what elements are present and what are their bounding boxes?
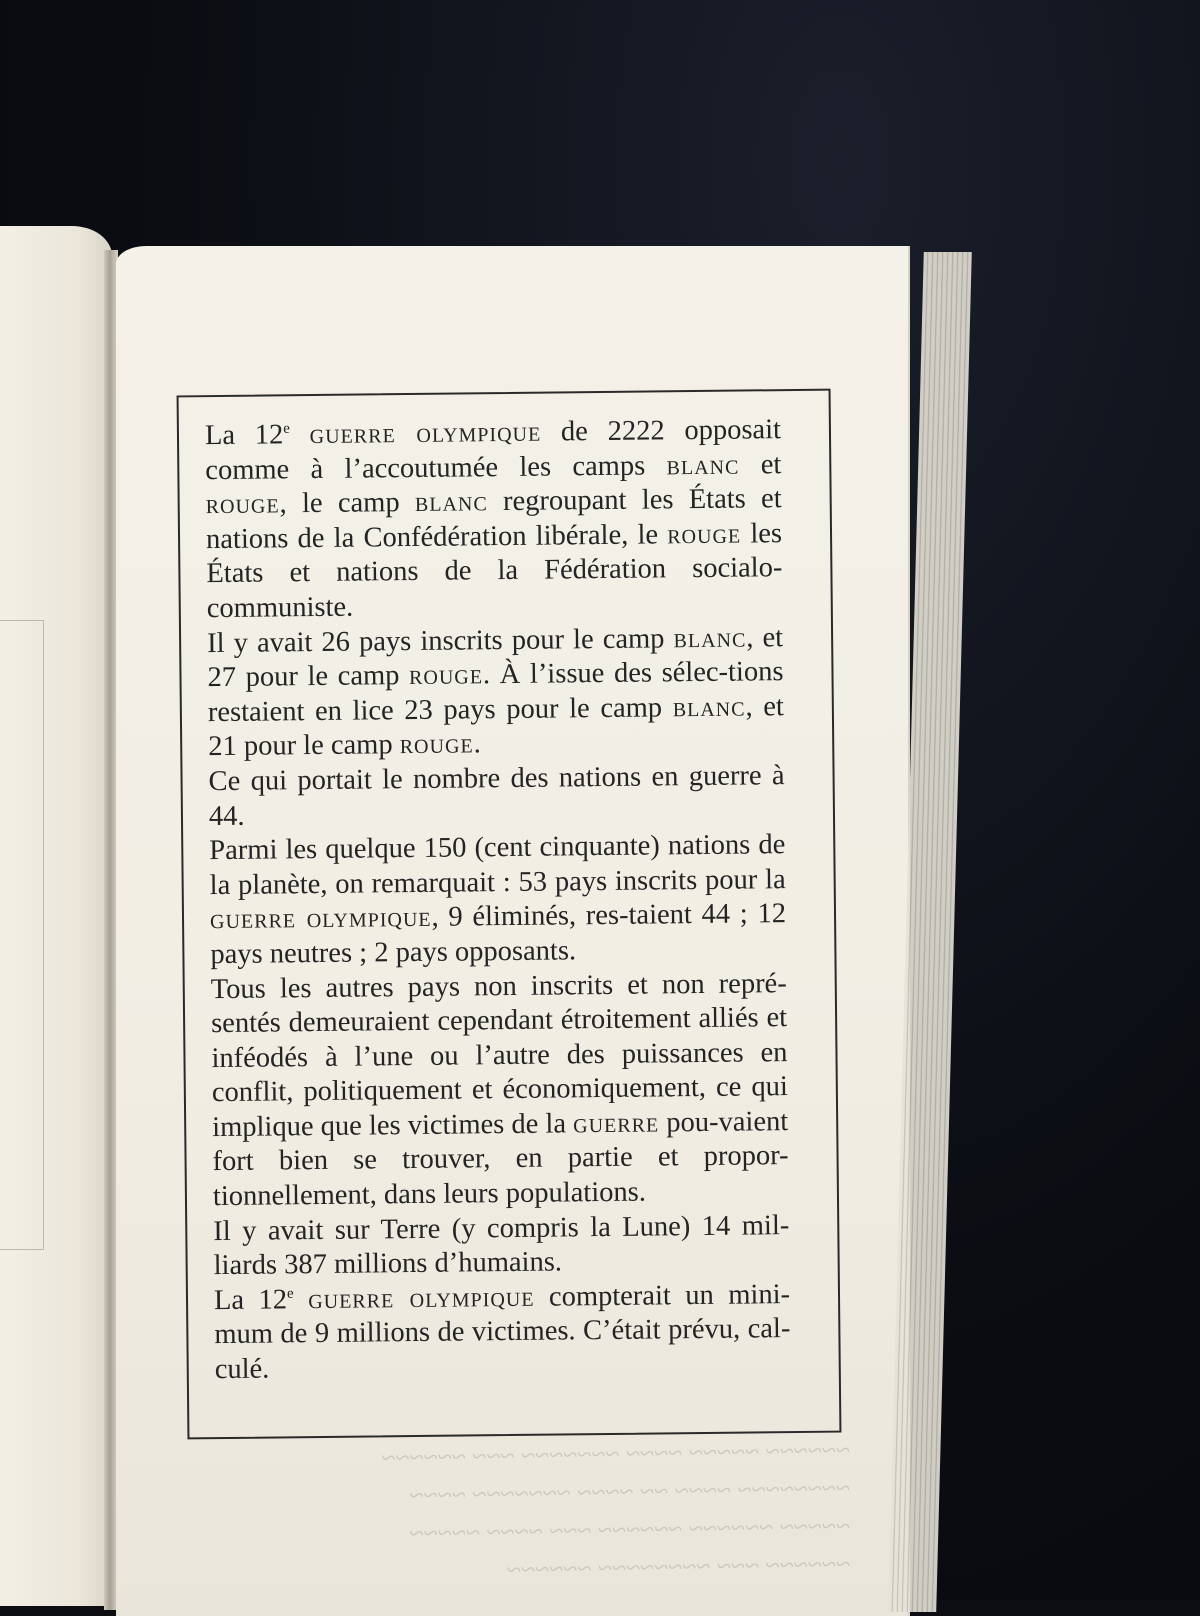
- bleed-through-line: ~~~~~ ~~~~~~ ~~~~~~ ~~~ ~~~~ ~~~~~: [409, 1511, 851, 1548]
- text-run: compterait un mini-mum de 9 millions de victimes. C’était prévu, cal-culé.: [214, 1278, 791, 1386]
- small-caps-term: blanc: [672, 691, 746, 724]
- small-caps-term: guerre olympique: [308, 1281, 535, 1315]
- paragraph: [207, 621, 784, 765]
- paragraph: [214, 1278, 791, 1388]
- text-run: Parmi les quelque 150 (cent cinquante) nations de la planète, on remarquait : 53 pays inscrits pour la: [209, 829, 786, 901]
- text-run: les États et nations de la Fédération socialo-communiste.: [206, 517, 783, 625]
- small-caps-term: rouge: [205, 488, 280, 521]
- small-caps-term: blanc: [666, 449, 740, 481]
- text-run: .: [473, 728, 481, 760]
- text-run: et: [739, 448, 782, 481]
- paragraph: Il y avait sur Terre (y compris la Lune) 14 mil-liards 387 millions d’humains.: [213, 1209, 790, 1282]
- left-page: [0, 226, 112, 1606]
- text-run: La 12: [204, 419, 284, 452]
- text-run: de 2222 opposait comme à l’accoutumée les camps: [205, 414, 782, 486]
- small-caps-term: rouge: [667, 518, 742, 551]
- text-run: Tous les autres pays non inscrits et non repré-sentés demeuraient cependant étroitement alliés et inféodés à l’une ou l’autre des puissances en conflit, politiquement et économiquement, ce qui implique que les victimes de la: [210, 967, 788, 1143]
- text-run: La 12: [213, 1284, 288, 1316]
- text-run: regroupant les États et nations de la Confédération libérale, le: [205, 483, 782, 555]
- small-caps-term: guerre olympique: [209, 902, 432, 936]
- small-caps-term: rouge: [408, 659, 484, 692]
- small-caps-term: rouge: [399, 728, 474, 761]
- text-run: [290, 419, 310, 450]
- small-caps-term: guerre: [573, 1107, 660, 1140]
- text-run: , 9 éliminés, res-taient 44 ; 12 pays neutres ; 2 pays opposants.: [210, 898, 787, 971]
- paragraph: [211, 967, 790, 1215]
- small-caps-term: blanc: [673, 622, 747, 654]
- bleed-through-line: ~~~~~~ ~~~~~ ~~~~ ~~~~~~~ ~~~ ~~~~~~: [381, 1435, 851, 1473]
- text-frame: [177, 389, 842, 1440]
- text-run: , et 21 pour le camp: [208, 690, 785, 763]
- text-run: [294, 1284, 309, 1315]
- text-run: pou-vaient fort bien se trouver, en partie et propor-tionnellement, dans leurs populations.: [212, 1105, 789, 1213]
- text-run: Il y avait 26 pays inscrits pour le camp: [206, 622, 674, 659]
- paragraph: Ce qui portait le nombre des nations en guerre à 44.: [208, 760, 785, 832]
- bleed-through-line: ~~~~~~ ~~~ ~~~~~~~~ ~~~~~~: [506, 1549, 851, 1585]
- text-run: . À l’issue des sélec-tions restaient en lice 23 pays pour le camp: [207, 656, 784, 728]
- superscript: e: [286, 1285, 294, 1302]
- bleed-through-line: ~~~~~~~~ ~~~~ ~~ ~~~~ ~~~~~~~ ~~~~: [409, 1473, 851, 1510]
- paragraph: [205, 413, 783, 627]
- superscript: e: [283, 420, 290, 437]
- framed-text: [205, 413, 791, 1388]
- small-caps-term: blanc: [414, 486, 488, 519]
- small-caps-term: guerre olympique: [309, 416, 542, 451]
- text-run: , le camp: [279, 487, 416, 520]
- text-run: , et 27 pour le camp: [207, 621, 784, 694]
- paragraph: [209, 828, 786, 972]
- left-page-frame: [0, 620, 44, 1250]
